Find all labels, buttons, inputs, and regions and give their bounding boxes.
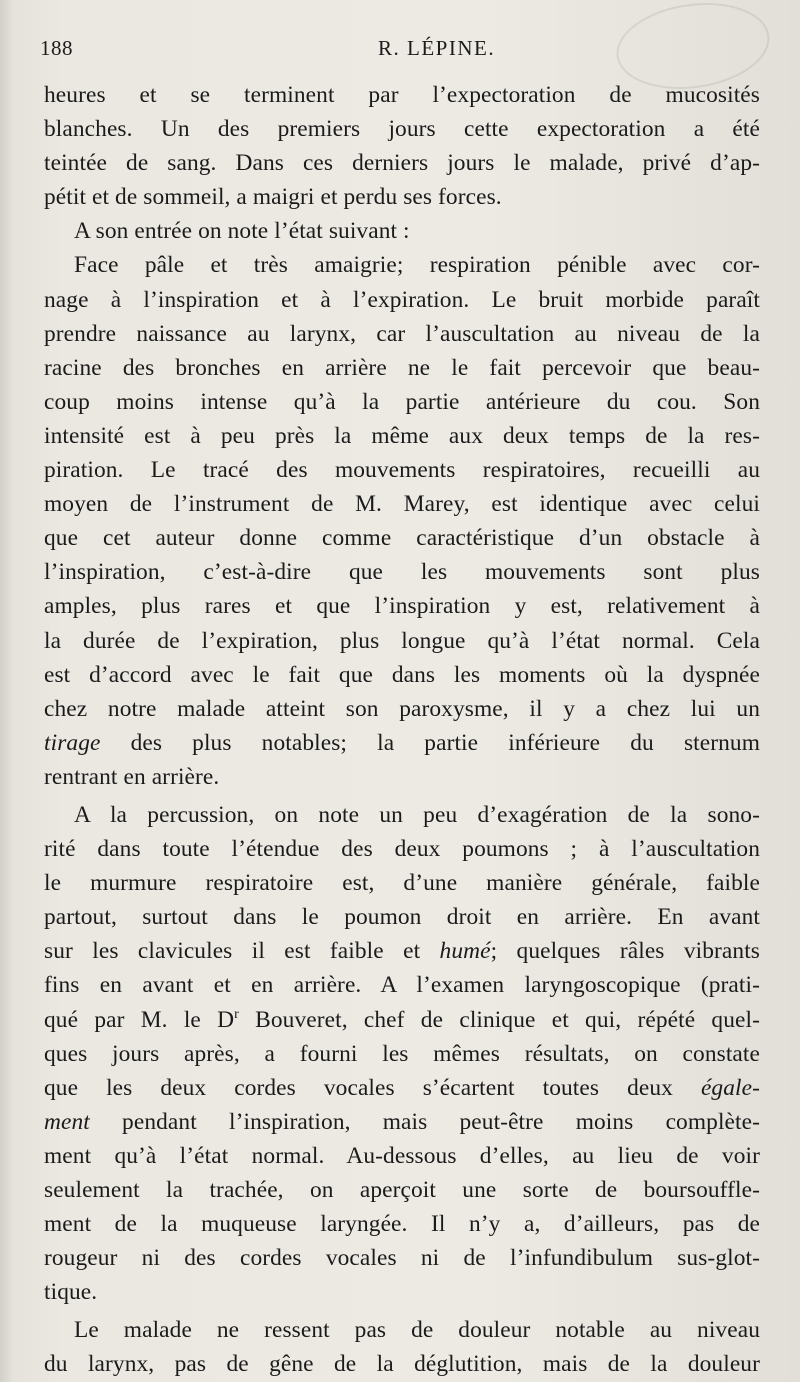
text-line [44, 900, 760, 934]
text-line [44, 866, 760, 900]
text-line [44, 692, 760, 726]
text-run: heures et se terminent par l’expectoration de mucosités [44, 82, 760, 108]
text-run: ment qu’à l’état normal. Au-dessous d’elles, au lieu de voir [44, 1142, 760, 1169]
text-run: des plus notables; la partie inférieure du sternum [100, 729, 760, 756]
text-run: teintée de sang. Dans ces derniers jours le malade, privé d’ap- [44, 150, 760, 177]
text-line [44, 1173, 760, 1207]
text-line [44, 521, 760, 555]
text-run: l’inspiration, c’est-à-dire que les mouvements sont plus [44, 559, 760, 586]
text-line [44, 726, 760, 760]
text-line [44, 385, 760, 419]
text-run: partout, surtout dans le poumon droit en arrière. En avant [44, 904, 760, 931]
text-line [44, 248, 760, 282]
text-run: la durée de l’expiration, plus longue qu’à l’état normal. Cela [44, 627, 760, 654]
text-line [44, 487, 760, 521]
text-run: A son entrée on note l’état suivant : [74, 218, 410, 245]
text-line [44, 78, 760, 112]
text-line [44, 317, 760, 351]
page-gutter-shadow [0, 0, 14, 1382]
text-run: que cet auteur donne comme caractéristique d’un obstacle à [44, 525, 760, 552]
text-line [44, 146, 760, 180]
text-line [44, 1313, 760, 1347]
text-run: que les deux cordes vocales s’écartent toutes deux [44, 1074, 701, 1101]
text-run: A la percussion, on note un peu d’exagération de la sono- [74, 801, 760, 828]
text-run: Le malade ne ressent pas de douleur notable au niveau [74, 1317, 760, 1344]
italic-text: égale- [700, 1074, 760, 1101]
page-number: 188 [40, 36, 73, 60]
text-run: ques jours après, a fourni les mêmes résultats, on constate [44, 1040, 760, 1067]
text-run: Face pâle et très amaigrie; respiration pénible avec cor- [74, 252, 760, 279]
text-run: rité dans toute l’étendue des deux poumons ; à l’auscultation [44, 836, 760, 863]
text-run: racine des bronches en arrière ne le fait percevoir que beau- [44, 354, 760, 381]
text-line [44, 798, 760, 832]
text-line [44, 968, 760, 1002]
text-run: sur les clavicules il est faible et [44, 938, 440, 965]
text-run: ; quelques râles vibrants [490, 938, 761, 965]
text-line [44, 832, 760, 866]
text-run: est d’accord avec le fait que dans les moments où la dyspnée [44, 661, 760, 688]
text-run: pendant l’inspiration, mais peut-être moins complète- [89, 1108, 760, 1135]
text-run: pétit et de sommeil, a maigri et perdu ses forces. [44, 184, 502, 211]
text-run: blanches. Un des premiers jours cette expectoration a été [44, 116, 760, 143]
text-line [44, 589, 760, 623]
italic-text: tirage [44, 729, 101, 756]
text-run: du larynx, pas de gêne de la déglutition, mais de la douleur [44, 1351, 760, 1378]
text-line [44, 1071, 760, 1105]
text-run: amples, plus rares et que l’inspiration y est, relativement à [44, 593, 760, 620]
text-line [44, 351, 760, 385]
body-text [44, 78, 760, 1382]
text-line [44, 1037, 760, 1071]
text-run: Bouveret, chef de clinique et qui, répété quel- [238, 1006, 760, 1033]
text-line [44, 419, 760, 453]
text-line [44, 214, 760, 248]
text-run: qué par M. le D [44, 1006, 235, 1033]
text-line [44, 1003, 760, 1037]
text-line [44, 453, 760, 487]
text-line [44, 180, 760, 214]
text-run: coup moins intense qu’à la partie antérieure du cou. Son [44, 388, 760, 415]
text-run: fins en avant et en arrière. A l’examen laryngoscopique (prati- [44, 972, 760, 999]
text-line [44, 1241, 760, 1275]
text-line [44, 1207, 760, 1241]
text-line [44, 555, 760, 589]
italic-text: ment [44, 1108, 90, 1135]
text-run: piration. Le tracé des mouvements respiratoires, recueilli au [44, 457, 760, 484]
text-line [44, 658, 760, 692]
text-run: le murmure respiratoire est, d’une manière générale, faible [44, 870, 760, 897]
text-line [44, 283, 760, 317]
text-line [44, 112, 760, 146]
text-run: intensité est à peu près la même aux deux temps de la res- [44, 422, 760, 449]
text-run: tique. [44, 1279, 98, 1306]
running-head: R. LÉPINE. [378, 36, 496, 60]
text-run: nage à l’inspiration et à l’expiration. Le bruit morbide paraît [44, 286, 760, 313]
page-header [36, 34, 756, 68]
text-line [44, 624, 760, 658]
text-line [44, 760, 760, 794]
text-line [44, 1105, 760, 1139]
italic-text: humé [439, 938, 491, 965]
text-run: moyen de l’instrument de M. Marey, est identique avec celui [44, 491, 760, 518]
text-run: chez notre malade atteint son paroxysme, il y a chez lui un [44, 695, 760, 722]
superscript-text: r [234, 1006, 239, 1022]
text-line [44, 1139, 760, 1173]
text-line [44, 934, 760, 968]
text-run: rentrant en arrière. [44, 763, 220, 790]
text-run: rougeur ni des cordes vocales ni de l’infundibulum sus-glot- [44, 1245, 760, 1272]
text-line [44, 1347, 760, 1381]
text-run: ment de la muqueuse laryngée. Il n’y a, d’ailleurs, pas de [44, 1211, 760, 1238]
text-run: seulement la trachée, on aperçoit une sorte de boursouffle- [44, 1177, 760, 1203]
text-line [44, 1275, 760, 1309]
text-run: prendre naissance au larynx, car l’auscultation au niveau de la [44, 320, 760, 347]
